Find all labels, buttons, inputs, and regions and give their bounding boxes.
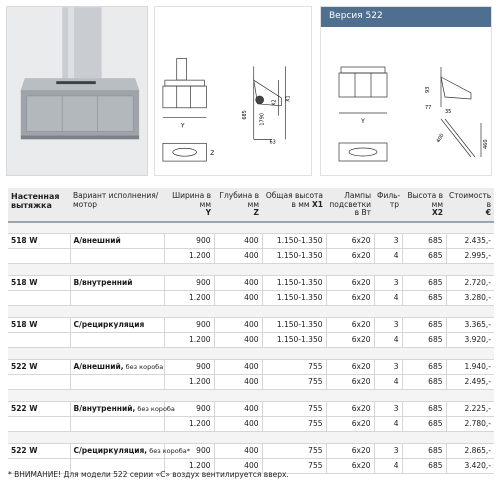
variant-label: С/рециркуляция, — [73, 446, 148, 456]
price-cell: 2.995,- — [446, 249, 494, 264]
lamps-cell: 6x20 — [326, 402, 374, 417]
header-filter: Филь- тр — [374, 188, 402, 222]
header-height2: Высота в мм X2 — [402, 188, 446, 222]
price-cell: 2.865,- — [446, 444, 494, 459]
model-cell — [8, 333, 70, 348]
depth-cell: 400 — [214, 333, 262, 348]
width-cell: 1.200 — [164, 291, 214, 306]
height-cell: 1.150-1.350 — [262, 333, 326, 348]
height2-cell: 685 — [402, 417, 446, 432]
table-row — [8, 402, 494, 417]
filter-cell: 3 — [374, 234, 402, 249]
spacer-cell — [8, 264, 494, 276]
spacer-cell — [8, 222, 494, 234]
dim-y-522: Y — [361, 118, 365, 125]
table-row — [8, 249, 494, 264]
height-cell: 1.150-1.350 — [262, 249, 326, 264]
dim-63-518: 63 — [269, 139, 276, 146]
width-cell: 900 — [164, 318, 214, 333]
model-cell: 518 W — [8, 276, 70, 291]
lamps-cell: 6x20 — [326, 234, 374, 249]
price-cell: 3.920,- — [446, 333, 494, 348]
width-cell: 1.200 — [164, 417, 214, 432]
model-cell — [8, 249, 70, 264]
variant-label: С/рециркуляция — [73, 320, 145, 330]
variant-cell — [70, 249, 164, 264]
filter-cell: 3 — [374, 360, 402, 375]
group-spacer — [8, 306, 494, 318]
height-cell: 755 — [262, 417, 326, 432]
height-cell: 755 — [262, 360, 326, 375]
width-cell: 1.200 — [164, 333, 214, 348]
variant-cell — [70, 402, 175, 417]
table-row — [8, 234, 494, 249]
group-spacer — [8, 264, 494, 276]
header-lamps: Лампы подсветки в Вт — [326, 188, 374, 222]
header-price: Стоимость в € — [446, 188, 494, 222]
width-cell: 1.200 — [164, 249, 214, 264]
dim-400-522: 400 — [435, 132, 446, 144]
height-cell: 1.150-1.350 — [262, 291, 326, 306]
variant-label: А/внешний — [73, 236, 121, 246]
model-cell: 518 W — [8, 318, 70, 333]
table-row — [8, 375, 494, 390]
filter-cell: 4 — [374, 249, 402, 264]
spacer-cell — [8, 390, 494, 402]
width-cell: 900 — [164, 360, 214, 375]
variant-cell — [70, 276, 164, 291]
variant-cell — [70, 444, 190, 459]
height2-cell: 685 — [402, 375, 446, 390]
height2-cell: 685 — [402, 333, 446, 348]
version-label: Версия 522 — [321, 7, 491, 27]
variant-label: В/внутренний — [73, 278, 133, 288]
price-table — [8, 188, 494, 474]
filter-cell: 4 — [374, 375, 402, 390]
height2-cell: 685 — [402, 360, 446, 375]
variant-cell — [70, 291, 164, 306]
height2-cell: 685 — [402, 276, 446, 291]
price-cell: 2.435,- — [446, 234, 494, 249]
header-height: Общая высота в мм X1 — [262, 188, 326, 222]
model-cell: 522 W — [8, 360, 70, 375]
depth-cell: 400 — [214, 375, 262, 390]
price-cell: 3.420,- — [446, 459, 494, 474]
filter-cell: 3 — [374, 444, 402, 459]
group-spacer — [8, 348, 494, 360]
price-cell: 3.280,- — [446, 291, 494, 306]
depth-cell: 400 — [214, 291, 262, 306]
spacer-cell — [8, 306, 494, 318]
price-cell: 2.495,- — [446, 375, 494, 390]
header-model: Настенная вытяжка — [8, 188, 70, 222]
lamps-cell: 6x20 — [326, 444, 374, 459]
drawing-522-svg — [321, 27, 493, 177]
dim-685-518: 685 — [241, 110, 248, 120]
variant-sublabel: без короба* — [147, 447, 190, 456]
dim-35-522: 35 — [445, 109, 452, 115]
table-row — [8, 276, 494, 291]
header-width: Ширина в мм Y — [164, 188, 214, 222]
width-cell: 900 — [164, 276, 214, 291]
footnote: * ВНИМАНИЕ! Для модели 522 серии «С» воздух вентилируется вверх. — [8, 470, 289, 479]
width-cell: 1.200 — [164, 375, 214, 390]
height2-cell: 685 — [402, 402, 446, 417]
price-cell: 2.225,- — [446, 402, 494, 417]
hood-photo-image — [7, 7, 147, 175]
variant-cell — [70, 417, 164, 432]
variant-label: А/внешний, — [73, 362, 124, 372]
filter-cell: 4 — [374, 417, 402, 432]
dim-x2-518: X2 — [271, 99, 278, 106]
variant-sublabel: без короба — [135, 405, 175, 414]
price-cell: 2.780,- — [446, 417, 494, 432]
lamps-cell: 6x20 — [326, 417, 374, 432]
table-body — [8, 222, 494, 474]
variant-cell — [70, 360, 164, 375]
dim-y-518: Y — [180, 123, 185, 130]
width-cell: 900 — [164, 234, 214, 249]
dim-77-522: 77 — [425, 105, 432, 111]
variant-label: В/внутренний, — [73, 404, 136, 414]
table-row — [8, 333, 494, 348]
dim-x1-518: X1 — [285, 95, 292, 102]
lamps-cell: 6x20 — [326, 459, 374, 474]
table-header — [8, 188, 494, 222]
depth-cell: 400 — [214, 234, 262, 249]
height-cell: 755 — [262, 459, 326, 474]
filter-cell: 3 — [374, 318, 402, 333]
model-cell: 518 W — [8, 234, 70, 249]
height-cell: 755 — [262, 375, 326, 390]
height-cell: 1.150-1.350 — [262, 234, 326, 249]
lamps-cell: 6x20 — [326, 333, 374, 348]
depth-cell: 400 — [214, 402, 262, 417]
header-depth: Глубина в мм Z — [214, 188, 262, 222]
dim-1790-518: 1790 — [259, 113, 266, 126]
table-row — [8, 360, 494, 375]
table-row — [8, 291, 494, 306]
width-cell: 900 — [164, 444, 214, 459]
price-cell: 1.940,- — [446, 360, 494, 375]
height2-cell: 685 — [402, 249, 446, 264]
dim-z-518: Z — [210, 151, 215, 158]
lamps-cell: 6x20 — [326, 291, 374, 306]
dim-460-522: 460 — [483, 139, 489, 149]
model-cell — [8, 375, 70, 390]
filter-cell: 3 — [374, 276, 402, 291]
depth-cell: 400 — [214, 360, 262, 375]
spacer-cell — [8, 432, 494, 444]
dim-x1-522: 93 — [425, 86, 431, 93]
price-cell: 3.365,- — [446, 318, 494, 333]
height-cell: 1.150-1.350 — [262, 318, 326, 333]
filter-cell: 4 — [374, 333, 402, 348]
model-cell: 522 W — [8, 444, 70, 459]
depth-cell: 400 — [214, 444, 262, 459]
height2-cell: 685 — [402, 291, 446, 306]
depth-cell: 400 — [214, 318, 262, 333]
height2-cell: 685 — [402, 444, 446, 459]
hood-photo — [6, 6, 148, 176]
group-spacer — [8, 222, 494, 234]
table-row — [8, 444, 494, 459]
height-cell: 1.150-1.350 — [262, 276, 326, 291]
lamps-cell: 6x20 — [326, 318, 374, 333]
height-cell: 755 — [262, 444, 326, 459]
model-cell — [8, 291, 70, 306]
variant-cell — [70, 234, 164, 249]
width-cell: 1.200 — [164, 459, 214, 474]
filter-cell: 3 — [374, 402, 402, 417]
depth-cell: 400 — [214, 459, 262, 474]
model-cell: 522 W — [8, 402, 70, 417]
height2-cell: 685 — [402, 234, 446, 249]
drawing-522 — [320, 6, 492, 176]
variant-cell — [70, 375, 164, 390]
lamps-cell: 6x20 — [326, 360, 374, 375]
variant-cell — [70, 318, 164, 333]
filter-cell: 4 — [374, 291, 402, 306]
height-cell: 755 — [262, 402, 326, 417]
lamps-cell: 6x20 — [326, 375, 374, 390]
depth-cell: 400 — [214, 276, 262, 291]
price-cell: 2.720,- — [446, 276, 494, 291]
width-cell: 900 — [164, 402, 214, 417]
group-spacer — [8, 390, 494, 402]
depth-cell: 400 — [214, 249, 262, 264]
height2-cell: 685 — [402, 459, 446, 474]
depth-cell: 400 — [214, 417, 262, 432]
filter-cell: 4 — [374, 459, 402, 474]
spacer-cell — [8, 348, 494, 360]
header-variant: Вариант исполнения/ мотор — [70, 188, 164, 222]
height2-cell: 685 — [402, 318, 446, 333]
model-cell — [8, 417, 70, 432]
lamps-cell: 6x20 — [326, 249, 374, 264]
group-spacer — [8, 432, 494, 444]
drawing-518-svg — [155, 7, 311, 175]
lamps-cell: 6x20 — [326, 276, 374, 291]
table-row — [8, 417, 494, 432]
drawing-518 — [154, 6, 312, 176]
table-row — [8, 318, 494, 333]
variant-sublabel: без короба — [123, 363, 164, 372]
specs-table — [8, 188, 494, 474]
product-images — [0, 0, 500, 182]
variant-cell — [70, 333, 164, 348]
